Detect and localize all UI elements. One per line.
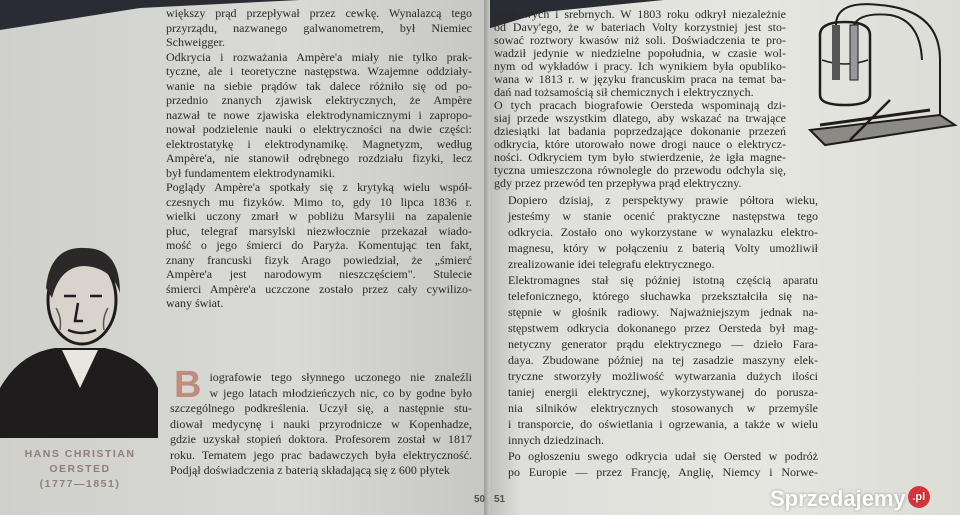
left-text-block-2-lines — [170, 364, 472, 479]
text-line: i transporcie, do oświetlania i ogrzewania, a także w wielu — [508, 417, 818, 431]
text-line: po Europie — przez Francję, Anglię, Niemcy i Norwe- — [508, 465, 818, 479]
text-line: gdzie uzyskał stopień doktora. Profesorem został w 1817 — [170, 432, 472, 446]
text-line: zrealizowanie idei telegrafu elektrycznego. — [508, 257, 715, 271]
text-line: Elektromagnes stał się później istotną częścią aparatu — [508, 273, 818, 287]
galvanic-cell-illustration — [790, 0, 960, 165]
text-line: wana w 1813 r. w języku francuskim praca na temat ba- — [494, 72, 786, 86]
text-line: innych dziedzinach. — [508, 433, 604, 447]
text-line: tryczne stworzyły możliwość wytwarzania dużych ilości — [508, 369, 818, 383]
text-line: Ampère'a, nie stanowił odrębnego rozdziału fizyki, lecz — [166, 151, 472, 165]
portrait-caption — [0, 447, 160, 492]
text-line: odkrycia, które utorowało nowe drogi nauce o elektrycz- — [494, 137, 786, 151]
page-number-right: 51 — [494, 494, 506, 505]
text-line: od Davy'ego, że w bateriach Volty korzystniej jest sto- — [494, 20, 786, 34]
text-line: stępnie w głośnik radiowy. Najważniejszym jednak na- — [508, 305, 818, 319]
text-line: Po ogłoszeniu swego odkrycia udał się Oersted w podróż — [508, 449, 818, 463]
text-line: tyczna umieszczona równolegle do przewodu odchyla się, — [494, 163, 786, 177]
text-line: O tych pracach biografowie Oersteda wspominają dzi- — [494, 98, 786, 112]
text-line: sować roztwory kwasów niż soli. Doświadczenia te pro- — [494, 33, 786, 47]
text-line: telefonicznego, którego słuchawka przekształciła się na- — [508, 289, 818, 303]
text-line: siaj przede wszystkim dlatego, aby wskazać na trwające — [494, 111, 786, 125]
text-line: mość o jego śmierci do Paryża. Komentując ten fakt, — [166, 238, 472, 252]
text-line: gdy przez przewód ten przepływa prąd elektryczny. — [494, 176, 742, 190]
text-line: znany francuski fizyk Arago powiedział, że „śmierć — [166, 252, 472, 267]
book-gutter — [484, 0, 490, 515]
caption-years: (1777—1851) — [39, 478, 121, 490]
text-line: elektrostatykę i elektrodynamikę. Magnetyzm, według — [166, 136, 472, 151]
caption-name-2: OERSTED — [49, 463, 111, 475]
text-line: wany świat. — [166, 296, 224, 310]
text-line: Odkrycia i rozważania Ampère'a miały nie tylko prak- — [166, 49, 472, 64]
left-text-block-1 — [166, 6, 472, 311]
text-line: nia silników elektrycznych stosowanych w przemyśle — [508, 401, 818, 415]
right-text-block-top — [494, 8, 786, 190]
text-line: szczególnego podkreślenia. Uczył się, a następnie stu- — [170, 401, 472, 415]
text-line: nym od wykładów i pracy. Ich wynikiem była opubliko- — [494, 59, 786, 73]
watermark-text: Sprzedajemy — [770, 486, 906, 511]
text-line: magnesu, który w połączeniu z baterią Volty umożliwił — [508, 241, 818, 255]
text-line: jesteśmy w stanie ocenić praktyczne następstwa tego — [508, 209, 818, 223]
watermark-suffix: .pl — [908, 486, 930, 508]
text-line: stępstwem odkrycia dokonanego przez Oersteda był mag- — [508, 321, 818, 335]
left-text-block-2 — [170, 364, 472, 479]
page-number-left: 50 — [474, 494, 486, 505]
text-line: większy prąd przepływał przez cewkę. Wynalazcą tego — [166, 6, 472, 20]
text-line: nował podzielenie nauki o elektryczności na dwie części: — [166, 122, 472, 136]
text-line: cynkowych i srebrnych. W 1803 roku odkrył niezależnie — [494, 7, 786, 21]
text-line: dań nad tożsamością sił chemicznych i elektrycznych. — [494, 85, 754, 99]
right-text-block-bottom — [508, 192, 818, 480]
text-line: diował medycynę i nauki przyrodnicze w Kopenhadze, — [170, 416, 472, 431]
text-line: wanie na siebie prądów tak dalece różniło się od po- — [166, 78, 472, 93]
text-line: odkrycia. Zostało ono wykorzystane w wynalazku elektro- — [508, 225, 818, 239]
text-line: roku. Tematem jego prac badawczych była elektryczność. — [170, 447, 472, 462]
text-line: netyczny generator prądu elektrycznego — dzieło Fara- — [508, 337, 818, 351]
oersted-portrait — [0, 238, 160, 438]
text-line: wadził jedynie w niedzielne popołudnia, w czasie wol- — [494, 46, 786, 60]
text-line: Dopiero dzisiaj, z perspektywy prawie półtora wieku, — [508, 193, 818, 207]
text-line: ności. Odkryciem tym było stwierdzenie, że igła magne- — [494, 150, 786, 164]
watermark — [770, 486, 930, 512]
text-line: iografowie tego słynnego uczonego nie znaleźli — [209, 370, 472, 384]
text-line: Schweigger. — [166, 35, 225, 49]
caption-name-1: HANS CHRISTIAN — [24, 448, 136, 460]
text-line: śmierci Ampère'a uczczone zostało przez cały cywilizo- — [166, 281, 472, 296]
text-line: daya. Zbudowane później na tej zasadzie maszyny elek- — [508, 353, 818, 367]
text-line: Podjął doświadczenia z baterią składającą się z 600 płytek — [170, 463, 450, 477]
text-line: przyrządu, nazwanego galwanometrem, był Niemiec — [166, 20, 472, 35]
text-line: wielki uczony zmarł w pobliżu Marsylii na zapalenie — [166, 209, 472, 223]
text-line: był fundamentem elektrodynamiki. — [166, 165, 335, 180]
drop-cap: B — [174, 364, 202, 406]
text-line: czesnych mu fizyków. Mimo to, gdy 10 lipca 1836 r. — [166, 194, 472, 209]
text-line: w jego latach młodzieńczych nic, co by godne było — [209, 385, 472, 400]
text-line: płuc, telegraf marsylski niezwłocznie przekazał wiado- — [166, 223, 472, 238]
text-line: Poglądy Ampère'a spotkały się z krytyką wielu współ- — [166, 180, 472, 194]
text-line: przednio znanych zjawisk elektrycznych, że Ampère — [166, 93, 472, 107]
text-line: nazwał te nowe zjawiska elektrodynamicznymi i zapropo- — [166, 107, 472, 122]
text-line: taniej energii elektrycznej, wykorzystywanej do porusza- — [508, 385, 818, 399]
text-line: tyczne, ale i teoretyczne następstwa. Wzajemne oddziały- — [166, 64, 472, 78]
text-line: Ampère'a jest narodowym nieszczęściem". Stulecie — [166, 267, 472, 281]
text-line: dziesiątki lat badania poprzedzające dokonanie przezeń — [494, 124, 786, 138]
